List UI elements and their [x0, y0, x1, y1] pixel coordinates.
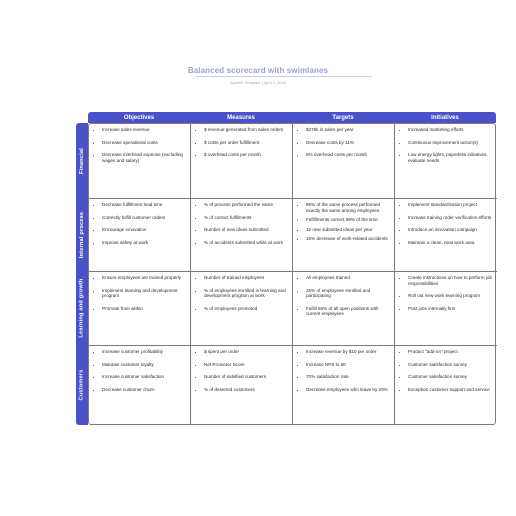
title-underline — [196, 76, 372, 77]
list-item: • Low energy lights, paperless initiatives, evaluate needs — [408, 152, 493, 163]
lane-label-internal-process — [76, 198, 88, 271]
list-item: • Roll out new work learning program — [408, 293, 493, 299]
lane-label-learning-and-growth — [76, 271, 88, 345]
list-item: • % of correct fulfillments — [204, 215, 288, 221]
list-item: • Increased marketing efforts — [408, 127, 493, 133]
lane-label-financial — [76, 123, 88, 198]
cell-learning-initiatives — [395, 272, 497, 346]
list-item: • Decrease fulfillment lead time — [102, 202, 186, 208]
list-item: • 95% of the same process performed exactly the same among employees — [306, 202, 390, 213]
list-item: • Correctly fulfill customer orders — [102, 215, 186, 221]
list-item: • Customer satisfaction survey — [408, 374, 493, 380]
cell-financial-initiatives — [395, 124, 497, 199]
list-item: • Post jobs internally first — [408, 306, 493, 312]
list-item: • Implement learning and development program — [102, 288, 186, 299]
list-item: • $ overhead costs per month — [204, 152, 288, 158]
page-subtitle: System Template | April 2, 2020 — [229, 80, 287, 85]
column-header-measures: Measures — [190, 112, 292, 123]
lane-label-text: Learning and growth — [79, 278, 85, 338]
cell-learning-measures — [191, 272, 293, 346]
list-item: • % of accidents submitted while at work — [204, 240, 288, 246]
list-item: • $ revenue generated from sales orders — [204, 127, 288, 133]
list-item: • Maintain customer loyalty — [102, 362, 186, 368]
list-item: • Exception customer support and service — [408, 387, 493, 393]
cell-customers-initiatives — [395, 346, 497, 424]
list-item: • 70% satisfaction rate — [306, 374, 390, 380]
lane-label-text: Internal process — [79, 211, 86, 258]
list-item: • % of deserted customers — [204, 387, 288, 393]
list-item: • Net Promoter Score — [204, 362, 288, 368]
lane-label-customers — [76, 345, 88, 425]
cell-financial-measures — [191, 124, 293, 199]
cell-financial-objectives — [89, 124, 191, 199]
list-item: • 5% overhead costs per month — [306, 152, 390, 158]
list-item: • $275k in sales per year — [306, 127, 390, 133]
list-item: • Increase customer satisfaction — [102, 374, 186, 380]
cell-internal-process-objectives — [89, 199, 191, 272]
list-item: • $ costs per order fulfillment — [204, 140, 288, 146]
cell-customers-objectives — [89, 346, 191, 424]
list-item: • Number of new ideas submitted — [204, 227, 288, 233]
lane-label-text: Financial — [79, 147, 86, 174]
page-title: Balanced scorecard with swimlanes — [187, 66, 329, 75]
list-item: • Increase training order verification efforts — [408, 215, 493, 221]
list-item: • Continuous improvement action(s) — [408, 140, 493, 146]
list-item: • Number of trained employees — [204, 275, 288, 281]
list-item: • Implement standardization project — [408, 202, 493, 208]
list-item: • Introduce an innovation campaign — [408, 227, 493, 233]
list-item: • 15% decrease of work-related accidents — [306, 236, 390, 242]
list-item: • Increase revenue by $10 per order — [306, 349, 390, 355]
list-item: • Create instructions on how to perform job responsibilities — [408, 275, 493, 286]
cell-internal-process-measures — [191, 199, 293, 272]
column-headers — [88, 112, 496, 123]
column-header-initiatives: Initiatives — [394, 112, 496, 123]
scorecard-grid — [88, 123, 496, 425]
cell-internal-process-targets — [293, 199, 395, 272]
list-item: • $ spent per order — [204, 349, 288, 355]
list-item: • Improve safety at work — [102, 240, 186, 246]
cell-customers-targets — [293, 346, 395, 424]
list-item: • 25% of employees enrolled and participating — [306, 288, 390, 299]
column-header-targets: Targets — [292, 112, 394, 123]
list-item: • All employees trained — [306, 275, 390, 281]
list-item: • Customer satisfaction survey — [408, 362, 493, 368]
list-item: • Increase NPS to 60 — [306, 362, 390, 368]
list-item: • Fulfill 65% of all open positions with current employees — [306, 306, 390, 317]
list-item: • Decrease costs by 11% — [306, 140, 390, 146]
list-item: • % of employees enrolled in learning and development program at work — [204, 288, 288, 299]
cell-internal-process-initiatives — [395, 199, 497, 272]
list-item: • Maintain a clean, neat work area — [408, 240, 493, 246]
list-item: • Fulfillments correct 99% of the time — [306, 217, 390, 223]
list-item: • % of process performed the same — [204, 202, 288, 208]
list-item: • Ensure employees are trained properly — [102, 275, 186, 281]
list-item: • 12 new submitted ideas per year — [306, 227, 390, 233]
list-item: • Decrease overhead expense (excluding wages and salary) — [102, 152, 186, 163]
list-item: • Number of satisfied customers — [204, 374, 288, 380]
cell-learning-targets — [293, 272, 395, 346]
lane-label-text: Customers — [79, 369, 85, 401]
cell-learning-objectives — [89, 272, 191, 346]
list-item: • Product "add-on" project — [408, 349, 493, 355]
list-item: • Decrease employees who leave by 20% — [306, 387, 390, 393]
list-item: • Decrease customer churn — [102, 387, 186, 393]
list-item: • Decrease operational costs — [102, 140, 186, 146]
list-item: • % of employees promoted — [204, 306, 288, 312]
list-item: • Promote from within — [102, 306, 186, 312]
list-item: • Encourage innovation — [102, 227, 186, 233]
cell-customers-measures — [191, 346, 293, 424]
cell-financial-targets — [293, 124, 395, 199]
list-item: • Increase sales revenue — [102, 127, 186, 133]
column-header-objectives: Objectives — [88, 112, 190, 123]
list-item: • Increase customer profitability — [102, 349, 186, 355]
